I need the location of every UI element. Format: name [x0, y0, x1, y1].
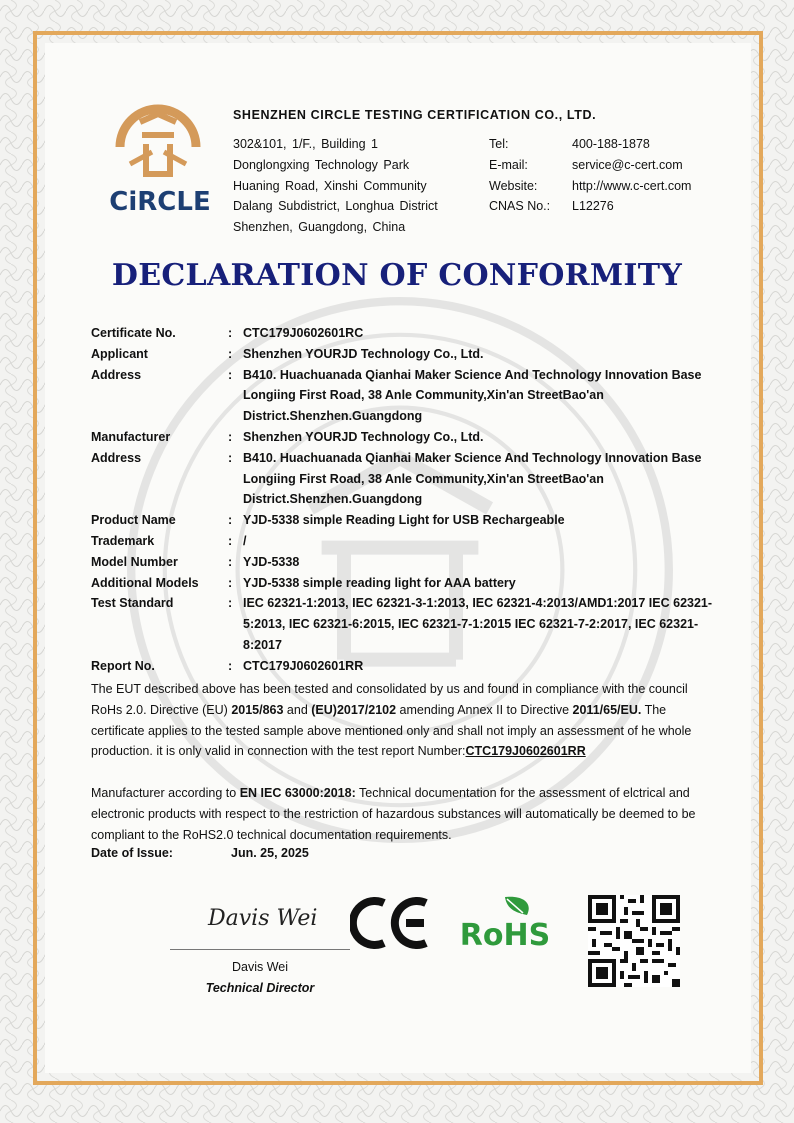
compliance-statement: The EUT described above has been tested and consolidated by us and found in compliance with the council RoHs 2.0. Directive (EU) 2015/863 and (EU)2017/2102 amending Annex II to Directive 2011/65/EU. The certificate applies to the tested sample above mentioned only and shall not imply an assessment of he whole production. it is only valid in connection with the test report Number:CTC179J0602601RR	[91, 682, 692, 759]
field-value: B410. Huachuanada Qianhai Maker Science And Technology Innovation Base Longiing First Road, 38 Anle Community,Xin'an StreetBao'an District.Shenzhen.Guangdong	[243, 450, 702, 507]
address-line: 302&101, 1/F., Building 1	[233, 137, 378, 151]
certificate-fields	[91, 323, 721, 677]
field-label: Applicant	[91, 346, 148, 361]
email-label: E-mail:	[489, 157, 528, 172]
signatory-name: Davis Wei	[231, 960, 289, 974]
qr-code	[588, 895, 680, 987]
field-colon: :	[228, 658, 233, 673]
field-label: Report No.	[91, 658, 155, 673]
field-colon: :	[228, 450, 233, 465]
field-row	[91, 448, 721, 510]
field-value: Shenzhen YOURJD Technology Co., Ltd.	[243, 346, 484, 361]
field-colon: :	[228, 554, 233, 569]
field-label: Test Standard	[91, 596, 174, 611]
field-row	[91, 573, 721, 594]
field-label: Trademark	[91, 533, 155, 548]
email-value: service@c-cert.com	[572, 157, 683, 172]
field-row	[91, 656, 721, 677]
contact-info	[489, 134, 691, 217]
field-colon: :	[228, 367, 233, 382]
cnas-value: L12276	[572, 199, 614, 214]
website-value: http://www.c-cert.com	[572, 178, 692, 193]
date-label: Date of Issue:	[91, 846, 173, 860]
circle-logo	[100, 102, 220, 217]
field-colon: :	[228, 596, 233, 611]
svg-text:Davis Wei: Davis Wei	[208, 906, 318, 931]
address-line: Huaning Road, Xinshi Community	[233, 178, 427, 193]
field-colon: :	[228, 346, 233, 361]
field-value: Shenzhen YOURJD Technology Co., Ltd.	[243, 429, 484, 444]
field-colon: :	[228, 513, 233, 528]
date-value: Jun. 25, 2025	[231, 846, 309, 860]
field-value: IEC 62321-1:2013, IEC 62321-3-1:2013, IEC 62321-4:2013/AMD1:2017 IEC 62321-5:2013, IEC 62321-6:2015, IEC 62321-7-1:2015 IEC 62321-7-2:2017, IEC 62321-8:2017	[243, 596, 713, 652]
field-value: YJD-5338	[243, 554, 300, 569]
field-label: Model Number	[91, 554, 178, 569]
field-value: CTC179J0602601RR	[243, 658, 364, 673]
address-line: Dalang Subdistrict, Longhua District	[233, 199, 438, 214]
field-value: CTC179J0602601RC	[243, 326, 364, 340]
ce-mark	[350, 893, 430, 953]
signature-line	[170, 949, 350, 950]
svg-text:CiRCLE: CiRCLE	[109, 187, 211, 217]
document-title: DECLARATION OF CONFORMITY	[111, 258, 683, 293]
field-colon: :	[228, 533, 233, 548]
technical-statement: Manufacturer according to EN IEC 63000:2018: Technical documentation for the assessment of elctrical and electronic products with respect to the restriction of hazardous substances will automatically be deemed to be compliant to the RoHS2.0 technical documentation requirements.	[91, 786, 696, 842]
field-row	[91, 552, 721, 573]
field-row	[91, 510, 721, 531]
tel-label: Tel:	[489, 137, 509, 151]
company-name: SHENZHEN CIRCLE TESTING CERTIFICATION CO., LTD.	[233, 108, 597, 122]
field-label: Address	[91, 450, 142, 465]
company-address	[233, 134, 438, 238]
report-number-link: CTC179J0602601RR	[465, 744, 586, 759]
field-value: /	[243, 533, 247, 548]
address-line: Shenzhen, Guangdong, China	[233, 220, 406, 235]
field-row	[91, 531, 721, 552]
field-label: Address	[91, 367, 142, 382]
field-colon: :	[228, 575, 233, 590]
field-row	[91, 593, 721, 655]
field-label: Product Name	[91, 513, 176, 528]
website-label: Website:	[489, 178, 538, 193]
date-of-issue	[91, 846, 309, 860]
field-row	[91, 365, 721, 427]
field-colon: :	[228, 429, 233, 444]
signatory-title: Technical Director	[205, 981, 315, 995]
rohs-mark	[455, 893, 555, 953]
field-row	[91, 323, 721, 344]
signature	[200, 893, 320, 943]
cnas-label: CNAS No.:	[489, 199, 551, 214]
field-label: Manufacturer	[91, 429, 171, 444]
address-line: Donglongxing Technology Park	[233, 157, 410, 172]
field-value: YJD-5338 simple reading light for AAA battery	[243, 575, 516, 590]
field-row	[91, 427, 721, 448]
field-colon: :	[228, 326, 233, 340]
field-value: B410. Huachuanada Qianhai Maker Science And Technology Innovation Base Longiing First Road, 38 Anle Community,Xin'an StreetBao'an District.Shenzhen.Guangdong	[243, 367, 702, 424]
field-label: Certificate No.	[91, 326, 176, 340]
svg-text:RoHS: RoHS	[459, 918, 551, 953]
tel-value: 400-188-1878	[572, 137, 650, 151]
field-row	[91, 344, 721, 365]
field-value: YJD-5338 simple Reading Light for USB Rechargeable	[243, 513, 565, 528]
field-label: Additional Models	[91, 575, 199, 590]
